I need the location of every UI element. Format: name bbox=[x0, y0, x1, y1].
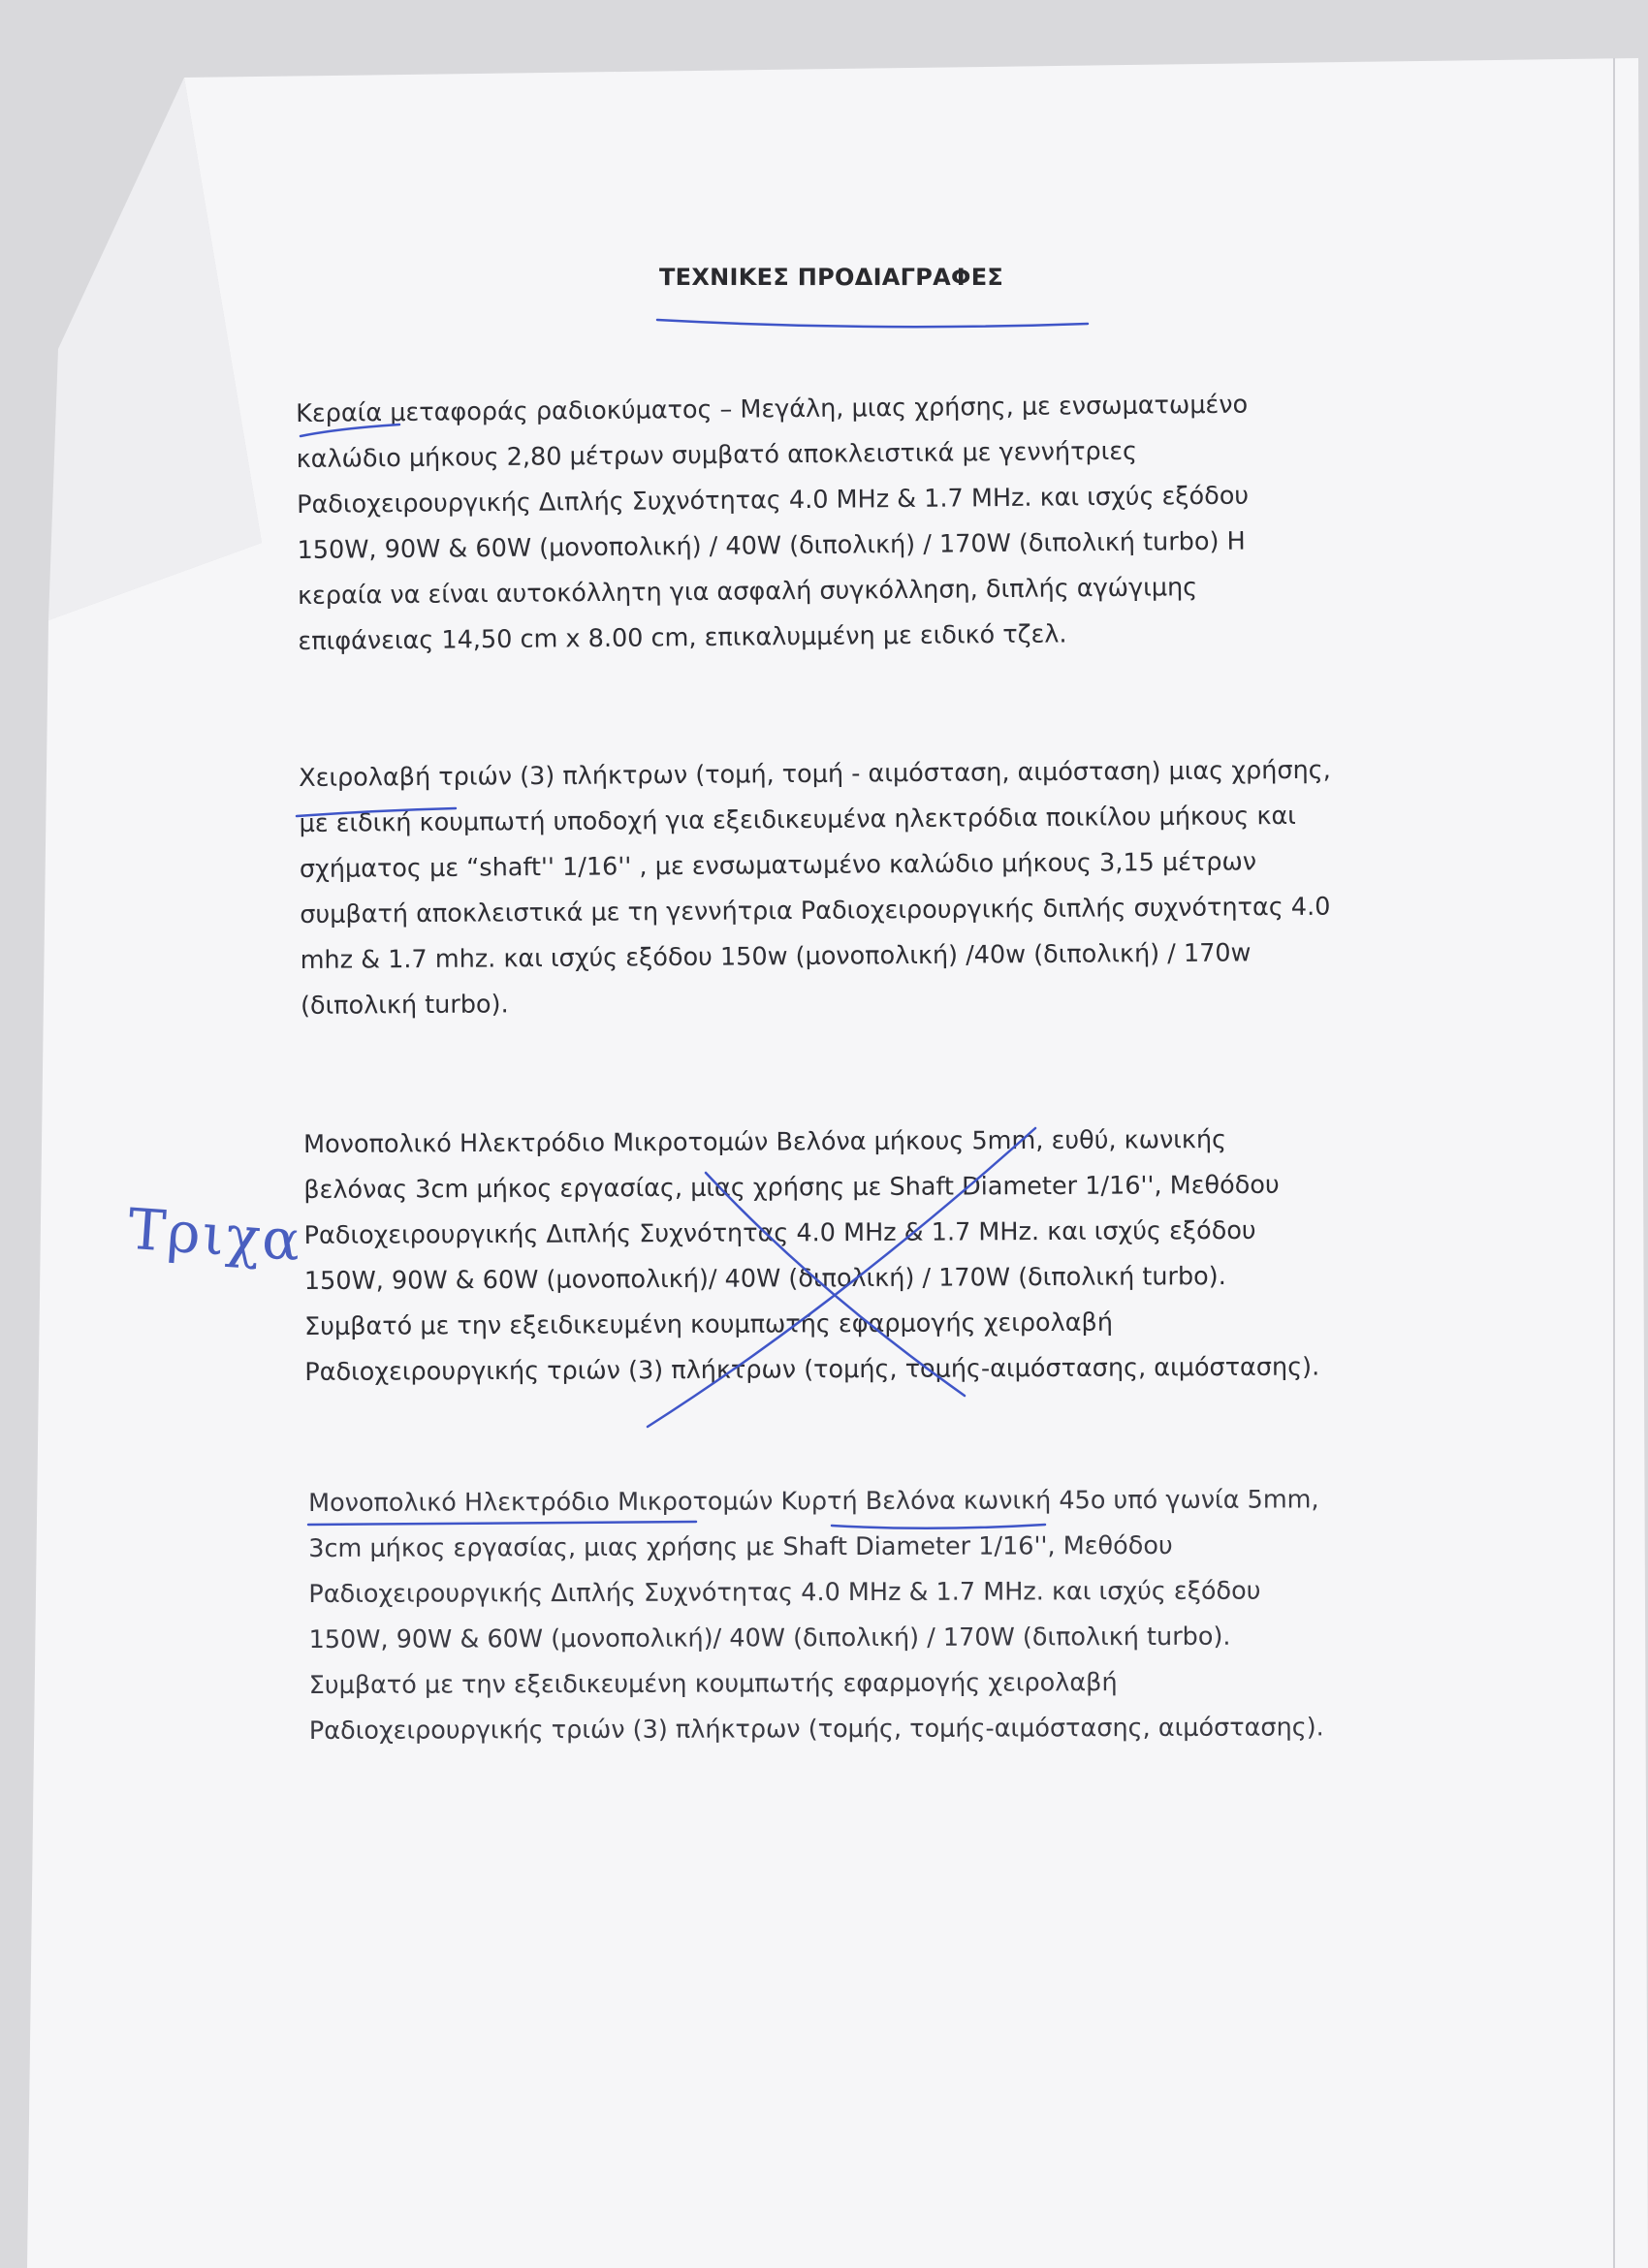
page-title: ΤΕΧΝΙΚΕΣ ΠΡΟΔΙΑΓΡΑΦΕΣ bbox=[659, 264, 1004, 291]
spec-paragraph-straight-needle bbox=[303, 1118, 1319, 1396]
text-line: (διπολική turbo). bbox=[300, 990, 509, 1021]
text-line: Μονοπολικό Ηλεκτρόδιο Μικροτομών Κυρτή Βελόνα κωνική 45ο υπό γωνία 5mm, bbox=[308, 1485, 1319, 1518]
text-line: Ραδιοχειρουργικής Διπλής Συχνότητας 4.0 MHz & 1.7 MHz. και ισχύς εξόδου bbox=[308, 1576, 1261, 1609]
text-line: σχήματος με “shaft'' 1/16'' , με ενσωματωμένο καλώδιο μήκους 3,15 μέτρων bbox=[299, 847, 1257, 884]
text-line: κεραία να είναι αυτοκόλλητη για ασφαλή συγκόλληση, διπλής αγώγιμης bbox=[297, 573, 1198, 611]
text-line: συμβατή αποκλειστικά με τη γεννήτρια Ραδιοχειρουργικής διπλής συχνότητας 4.0 bbox=[300, 892, 1331, 929]
text-line: με ειδική κουμπωτή υποδοχή για εξειδικευμένα ηλεκτρόδια ποικίλου μήκους και bbox=[299, 801, 1296, 838]
text-line: Συμβατό με την εξειδικευμένη κουμπωτής εφαρμογής χειρολαβή bbox=[308, 1668, 1118, 1700]
text-line: 150W, 90W & 60W (μονοπολική)/ 40W (διπολική) / 170W (διπολική turbo). bbox=[303, 1262, 1226, 1296]
spec-paragraph-handpiece bbox=[299, 748, 1333, 1029]
text-line: Ραδιοχειρουργικής Διπλής Συχνότητας 4.0 MHz & 1.7 MHz. και ισχύς εξόδου bbox=[296, 481, 1250, 520]
text-line: Ραδιοχειρουργικής Διπλής Συχνότητας 4.0 MHz & 1.7 MHz. και ισχύς εξόδου bbox=[303, 1215, 1256, 1250]
text-line: βελόνας 3cm μήκος εργασίας, μιας χρήσης με Shaft Diameter 1/16'', Μεθόδου bbox=[303, 1170, 1280, 1205]
text-line: Χειρολαβή τριών (3) πλήκτρων (τομή, τομή - αιμόσταση, αιμόσταση) μιας χρήσης, bbox=[299, 755, 1331, 793]
text-line: 150W, 90W & 60W (μονοπολική)/ 40W (διπολική) / 170W (διπολική turbo). bbox=[308, 1622, 1231, 1654]
text-line: mhz & 1.7 mhz. και ισχύς εξόδου 150w (μονοπολική) /40w (διπολική) / 170w bbox=[300, 938, 1252, 975]
text-line: Κεραία μεταφοράς ραδιοκύματος – Μεγάλη, μιας χρήσης, με ενσωματωμένο bbox=[296, 390, 1249, 428]
text-line: Ραδιοχειρουργικής τριών (3) πλήκτρων (τομής, τομής-αιμόστασης, αιμόστασης). bbox=[304, 1352, 1320, 1387]
text-line: Ραδιοχειρουργικής τριών (3) πλήκτρων (τομής, τομής-αιμόστασης, αιμόστασης). bbox=[308, 1713, 1324, 1746]
text-line: Μονοπολικό Ηλεκτρόδιο Μικροτομών Βελόνα μήκους 5mm, ευθύ, κωνικής bbox=[303, 1125, 1227, 1159]
spec-paragraph-curved-needle bbox=[308, 1477, 1324, 1754]
spec-paragraph-antenna bbox=[296, 383, 1251, 665]
text-line: 3cm μήκος εργασίας, μιας χρήσης με Shaft Diameter 1/16'', Μεθόδου bbox=[308, 1530, 1173, 1563]
text-line: Συμβατό με την εξειδικευμένη κουμπωτής εφαρμογής χειρολαβή bbox=[304, 1307, 1114, 1341]
text-line: επιφάνειας 14,50 cm x 8.00 cm, επικαλυμμένη με ειδικό τζελ. bbox=[298, 619, 1067, 656]
text-line: 150W, 90W & 60W (μονοπολική) / 40W (διπολική) / 170W (διπολική turbo) Η bbox=[297, 526, 1246, 565]
text-line: καλώδιο μήκους 2,80 μέτρων συμβατό αποκλειστικά με γεννήτριες bbox=[296, 436, 1138, 474]
handwritten-note: Τριχα bbox=[125, 1195, 304, 1275]
